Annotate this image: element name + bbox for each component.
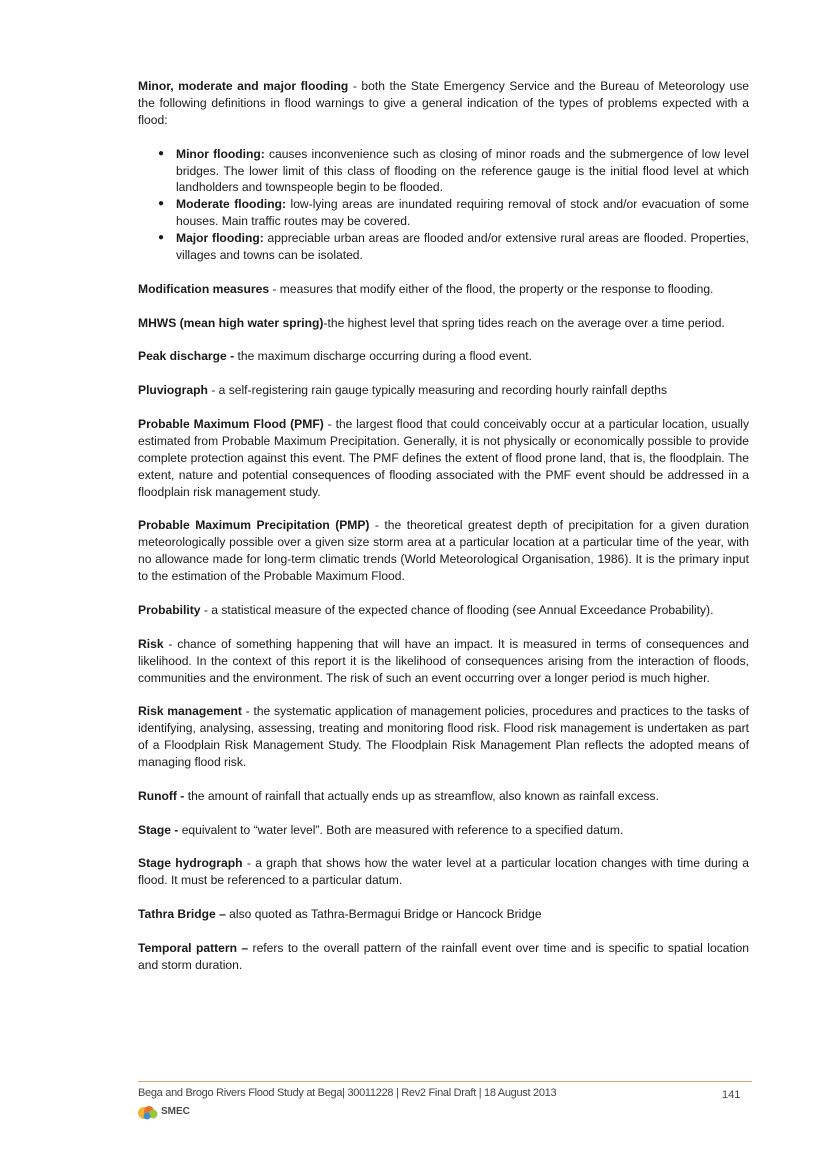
entry-definition: - the largest flood that could conceivably occur at a particular location, usually estimated from Probable Maximum Precipitation. Generally, it is not physically or economically possible to provide complete protection against this event. The PMF defines the extent of flood prone land, that is, the floodplain. The extent, nature and potential consequences of flooding associated with the PMF event should be addressed in a floodplain risk management study. <box>138 417 749 499</box>
glossary-entry <box>138 940 749 974</box>
entry-term: Minor, moderate and major flooding <box>138 79 349 93</box>
bullet-definition: appreciable urban areas are flooded and/or extensive rural areas are flooded. Properties, villages and towns can be isolated. <box>176 231 749 263</box>
entry-term: Temporal pattern – <box>138 940 249 955</box>
flood-class-list <box>138 146 749 264</box>
smec-logo-mark-icon <box>138 1104 158 1120</box>
glossary-entry <box>138 315 749 332</box>
smec-logo <box>138 1102 192 1122</box>
entry-term: Modification measures <box>138 281 270 296</box>
entry-definition: the maximum discharge occurring during a flood event. <box>234 349 532 364</box>
entry-definition: - the systematic application of management policies, procedures and practices to the tasks of identifying, analysing, assessing, treating and monitoring flood risk. Flood risk management is undertaken as part of a Floodplain Risk Management Study. The Floodplain Risk Management Plan reflects the adopted means of managing flood risk. <box>138 704 749 770</box>
list-item <box>176 196 749 230</box>
entry-definition: refers to the overall pattern of the rainfall event over time and is specific to spatial location and storm duration. <box>138 940 749 972</box>
entry-definition: - the theoretical greatest depth of precipitation for a given duration meteorologically possible over a given size storm area at a particular location at a particular time of the year, with no allowance made for long-term climatic trends (World Meteorological Organisation, 1986). It is the primary input to the estimation of the Probable Maximum Flood. <box>138 518 749 584</box>
glossary-entry <box>138 636 749 687</box>
glossary-entry <box>138 281 749 298</box>
entry-term: Probable Maximum Flood (PMF) <box>138 417 324 432</box>
entry-definition: -the highest level that spring tides reach on the average over a time period. <box>323 315 725 330</box>
bullet-term: Major flooding: <box>176 231 264 246</box>
entry-term: Pluviograph <box>138 383 208 398</box>
bullet-term: Moderate flooding: <box>176 197 286 212</box>
entry-term: Probable Maximum Precipitation (PMP) <box>138 518 370 533</box>
glossary-entry <box>138 416 749 501</box>
entry-term: Peak discharge - <box>138 349 235 364</box>
list-item <box>176 146 749 197</box>
entry-definition: - measures that modify either of the flood, the property or the response to flooding. <box>269 281 714 296</box>
entry-definition: equivalent to “water level”. Both are measured with reference to a specified datum. <box>178 822 624 837</box>
entry-term: Risk <box>138 636 164 651</box>
glossary-entry <box>138 348 749 365</box>
footer-divider <box>138 1081 752 1082</box>
glossary-entry-flooding-classes <box>138 78 749 129</box>
glossary-entry <box>138 822 749 839</box>
entry-term: Runoff - <box>138 788 185 803</box>
logo-wordmark: SMEC <box>161 1106 190 1117</box>
entry-definition: also quoted as Tathra-Bermagui Bridge or Hancock Bridge <box>225 907 542 922</box>
glossary-entry <box>138 382 749 399</box>
entry-definition: - chance of something happening that will have an impact. It is measured in terms of consequences and likelihood. In the context of this report it is the likelihood of consequences arising from the interaction of floods, communities and the environment. The risk of such an event occurring over a longer period is much higher. <box>138 636 749 685</box>
entry-term: Tathra Bridge – <box>138 907 226 922</box>
entry-term: MHWS (mean high water spring) <box>138 315 324 330</box>
entry-term: Probability <box>138 602 201 617</box>
glossary-entry <box>138 855 749 889</box>
glossary-entry <box>138 703 749 771</box>
list-item <box>176 230 749 264</box>
glossary-entry <box>138 906 749 923</box>
entry-term: Stage hydrograph <box>138 856 243 871</box>
bullet-definition: low-lying areas are inundated requiring removal of stock and/or evacuation of some houses. Main traffic routes may be covered. <box>176 197 749 229</box>
footer-document-info: Bega and Brogo Rivers Flood Study at Bega| 30011228 | Rev2 Final Draft | 18 August 2013 <box>138 1087 557 1099</box>
glossary-content <box>138 78 749 991</box>
glossary-entry <box>138 602 749 619</box>
entry-definition: - both the State Emergency Service and the Bureau of Meteorology use the following definitions in flood warnings to give a general indication of the types of problems expected with a flood: <box>138 79 749 127</box>
bullet-term: Minor flooding: <box>176 146 265 161</box>
glossary-entry <box>138 517 749 585</box>
entry-definition: - a graph that shows how the water level at a particular location changes with time during a flood. It must be referenced to a particular datum. <box>138 856 750 888</box>
glossary-entry <box>138 788 749 805</box>
entry-definition: - a self-registering rain gauge typically measuring and recording hourly rainfall depths <box>207 383 668 398</box>
page-number: 141 <box>722 1089 741 1101</box>
entry-term: Stage - <box>138 822 179 837</box>
entry-term: Risk management <box>138 704 242 719</box>
bullet-definition: causes inconvenience such as closing of minor roads and the submergence of low level bridges. The lower limit of this class of flooding on the reference gauge is the initial flood level at which landholders and townspeople begin to be flooded. <box>176 146 749 195</box>
entry-definition: the amount of rainfall that actually ends up as streamflow, also known as rainfall excess. <box>184 788 659 803</box>
entry-definition: - a statistical measure of the expected chance of flooding (see Annual Exceedance Probability). <box>200 602 714 617</box>
